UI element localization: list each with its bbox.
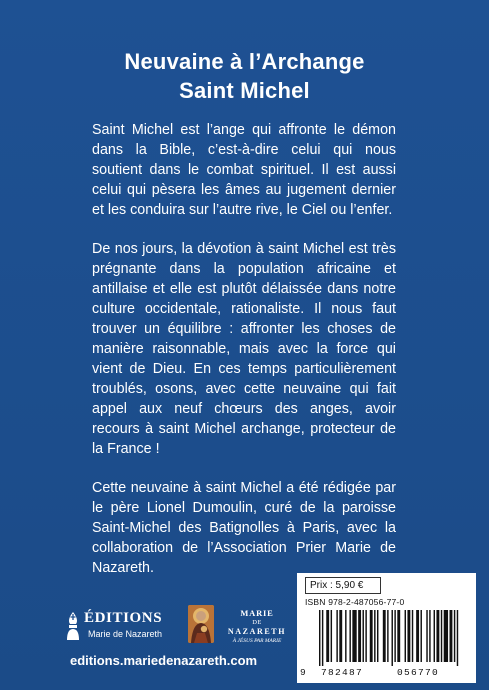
barcode-digits-right: 056770: [397, 667, 440, 678]
isbn-label: ISBN 978-2-487056-77-0: [305, 597, 405, 607]
blurb-text: [92, 120, 396, 597]
barcode-bar: [429, 610, 430, 662]
publisher-name: ÉDITIONS: [84, 610, 163, 626]
barcode-digit-lead: 9: [300, 667, 308, 678]
barcode-bar: [412, 610, 413, 662]
website-url[interactable]: editions.mariedenazareth.com: [70, 653, 258, 668]
barcode-bar: [377, 610, 378, 662]
price-label: Prix : 5,90 €: [305, 577, 381, 594]
barcode-bar: [454, 610, 455, 662]
barcode-bar: [383, 610, 386, 662]
mdn-line-3: NAZARETH: [227, 627, 287, 636]
marie-de-nazareth-logo: [224, 608, 290, 644]
barcode-bar: [421, 610, 422, 662]
barcode-bar: [407, 610, 410, 662]
blurb-paragraph-3: Cette neuvaine à saint Michel a été rédigée par le père Lionel Dumoulin, curé de la paroisse Saint-Michel des Batignolles à Paris, avec la collaboration de l’Association Prier Marie de Nazareth.: [92, 480, 396, 576]
barcode-bar: [436, 610, 439, 662]
mdn-line-1: MARIE: [240, 608, 274, 618]
barcode-bar: [434, 610, 435, 662]
barcode-digits-left: 782487: [321, 667, 364, 678]
barcode-bar: [457, 610, 458, 666]
madonna-icon: [188, 605, 214, 643]
barcode-bar: [363, 610, 364, 662]
barcode-bar: [349, 610, 350, 662]
publisher-bishop-icon: [64, 611, 82, 641]
barcode-bar: [319, 610, 320, 666]
mdn-line-2: DE: [252, 619, 262, 626]
barcode-bar: [370, 610, 373, 662]
cover-title: [0, 47, 489, 105]
barcode-bar: [426, 610, 427, 662]
barcode-bar: [358, 610, 361, 662]
barcode-bar: [365, 610, 366, 662]
barcode-bar: [336, 610, 337, 662]
barcode-bar: [441, 610, 442, 662]
barcode-bar: [374, 610, 375, 662]
barcode-bar: [345, 610, 346, 662]
barcode-bars: [305, 610, 471, 666]
barcode-bar: [392, 610, 393, 666]
blurb-paragraph-2: De nos jours, la dévotion à saint Michel est très prégnante dans la population africaine et antillaise et elle est plutôt délaissée dans notre culture occidentale, rationaliste. Il nous faut trouver un équilibre : affronter les choses de manière raisonnable, mais avec la force qui vient de Dieu. En ces temps particulièrement troublés, osons, avec cette neuvaine qui fait appel aux neuf chœurs des anges, avoir recours à saint Michel archange, protecteur de la France !: [92, 241, 396, 457]
barcode-bar: [450, 610, 453, 662]
mdn-tagline: À JÉSUS PAR MARIE: [232, 638, 282, 644]
barcode-bar: [352, 610, 356, 662]
blurb-paragraph-1: Saint Michel est l’ange qui affronte le démon dans la Bible, c’est-à-dire celui qui nous soutient dans le combat spirituel. Il est aussi celui qui pèsera les âmes au jugement dernier et les conduira sur l’autre rive, le Ciel ou l’enfer.: [92, 122, 396, 218]
publisher-logo: [64, 609, 164, 643]
barcode-panel: [297, 573, 476, 683]
publisher-subtitle: Marie de Nazareth: [88, 629, 163, 639]
barcode-bar: [387, 610, 388, 662]
title-line-2: Saint Michel: [179, 78, 310, 103]
barcode-bar: [326, 610, 329, 662]
barcode-bar: [397, 610, 400, 662]
barcode-bar: [339, 610, 342, 662]
barcode-bar: [444, 610, 448, 662]
barcode-bar: [331, 610, 332, 662]
barcode-bar: [416, 610, 419, 662]
barcode-bar: [394, 610, 395, 662]
barcode-bar: [322, 610, 323, 666]
title-line-1: Neuvaine à l’Archange: [124, 49, 365, 74]
barcode-bar: [405, 610, 406, 662]
